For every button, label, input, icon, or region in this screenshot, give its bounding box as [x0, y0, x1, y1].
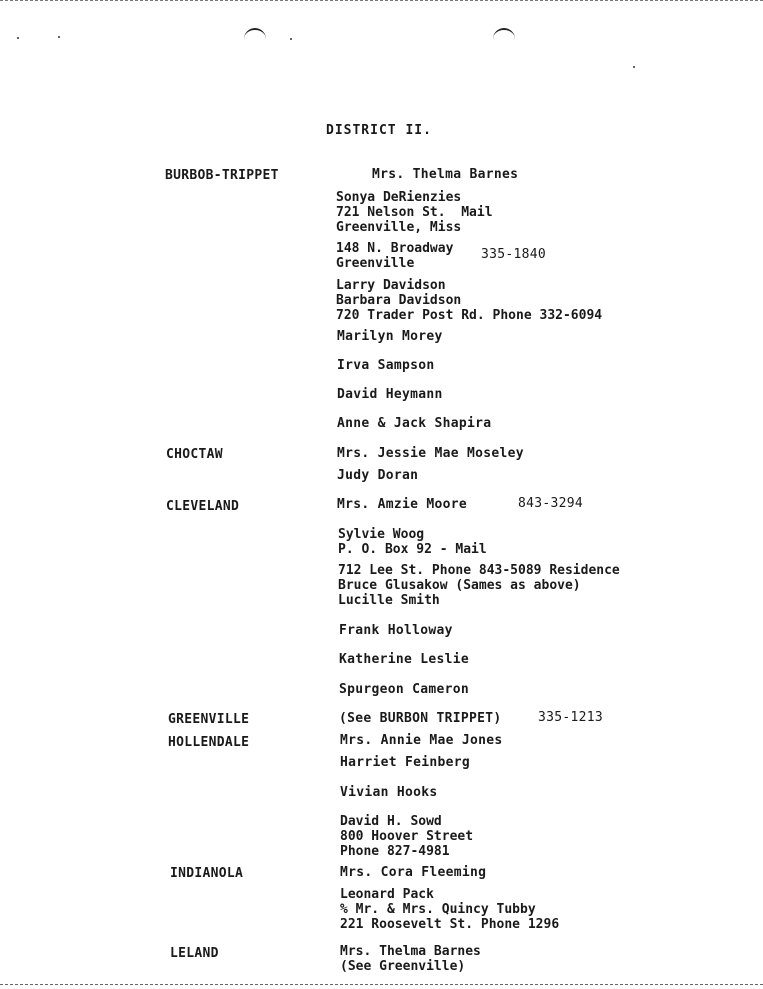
contact-entry: Harriet Feinberg [340, 755, 471, 770]
contact-entry: Spurgeon Cameron [339, 682, 470, 697]
contact-line: Bruce Glusakow (Sames as above) [338, 578, 581, 593]
contact-line: % Mr. & Mrs. Quincy Tubby [340, 902, 536, 917]
contact-entry: Mrs. Cora Fleeming [340, 865, 487, 880]
scan-speck [17, 37, 19, 39]
punch-hole-right [493, 28, 515, 40]
contact-entry: David Heymann [337, 387, 443, 402]
contact-block [336, 278, 602, 323]
contact-line: Barbara Davidson [336, 293, 462, 308]
contact-entry: Mrs. Thelma Barnes [372, 167, 519, 182]
top-perforation [0, 0, 763, 1]
contact-entry: Mrs. Jessie Mae Moseley [337, 446, 524, 461]
town-hollendale: HOLLENDALE [168, 735, 250, 750]
page-title: DISTRICT II. [326, 123, 432, 138]
contact-line: Sonya DeRienzies [336, 190, 462, 205]
handwritten-phone: 335-1840 [481, 247, 547, 262]
contact-block [340, 944, 481, 974]
punch-hole-left [244, 28, 266, 40]
contact-entry: Anne & Jack Shapira [337, 416, 492, 431]
town-greenville: GREENVILLE [168, 712, 250, 727]
contact-line: Mrs. Thelma Barnes [340, 944, 481, 959]
contact-block [340, 887, 559, 932]
contact-block [340, 814, 473, 859]
contact-block [338, 527, 487, 557]
contact-line: 720 Trader Post Rd. Phone 332-6094 [336, 308, 603, 323]
scan-speck [290, 38, 292, 40]
contact-entry: Judy Doran [337, 468, 419, 483]
faded-header-stamp [300, 20, 440, 70]
town-cleveland: CLEVELAND [166, 499, 240, 514]
contact-entry: Marilyn Morey [337, 329, 443, 344]
contact-line: Greenville, Miss [336, 220, 462, 235]
contact-line: Larry Davidson [336, 278, 446, 293]
town-leland: LELAND [170, 946, 219, 961]
contact-line: 800 Hoover Street [340, 829, 474, 844]
contact-line: 221 Roosevelt St. Phone 1296 [340, 917, 560, 932]
contact-entry: Vivian Hooks [340, 785, 438, 800]
contact-line: P. O. Box 92 - Mail [338, 542, 487, 557]
town-burbon-trippet: BURBOB-TRIPPET [165, 168, 279, 183]
contact-entry: Frank Holloway [339, 623, 453, 638]
contact-line: David H. Sowd [340, 814, 442, 829]
contact-line: 712 Lee St. Phone 843-5089 Residence [338, 563, 620, 578]
contact-line: Sylvie Woog [338, 527, 425, 542]
contact-block [338, 563, 620, 608]
contact-line: 721 Nelson St. Mail [336, 205, 493, 220]
bottom-perforation [0, 984, 763, 985]
contact-entry: (See BURBON TRIPPET) [339, 711, 502, 726]
contact-entry: Irva Sampson [337, 358, 435, 373]
contact-block [336, 241, 453, 271]
handwritten-phone: 335-1213 [538, 710, 604, 725]
contact-entry: Katherine Leslie [339, 652, 470, 667]
contact-entry: Mrs. Amzie Moore [337, 497, 468, 512]
contact-line: Greenville [336, 256, 415, 271]
contact-entry: Mrs. Annie Mae Jones [340, 733, 503, 748]
handwritten-phone: 843-3294 [518, 496, 584, 511]
contact-block [336, 190, 493, 235]
scan-speck [58, 36, 60, 38]
town-indianola: INDIANOLA [170, 866, 244, 881]
scan-speck [633, 66, 635, 68]
contact-line: (See Greenville) [340, 959, 466, 974]
contact-line: Leonard Pack [340, 887, 434, 902]
contact-line: 148 N. Broadway [336, 241, 454, 256]
contact-line: Phone 827-4981 [340, 844, 450, 859]
contact-line: Lucille Smith [338, 593, 440, 608]
town-choctaw: CHOCTAW [166, 447, 223, 462]
